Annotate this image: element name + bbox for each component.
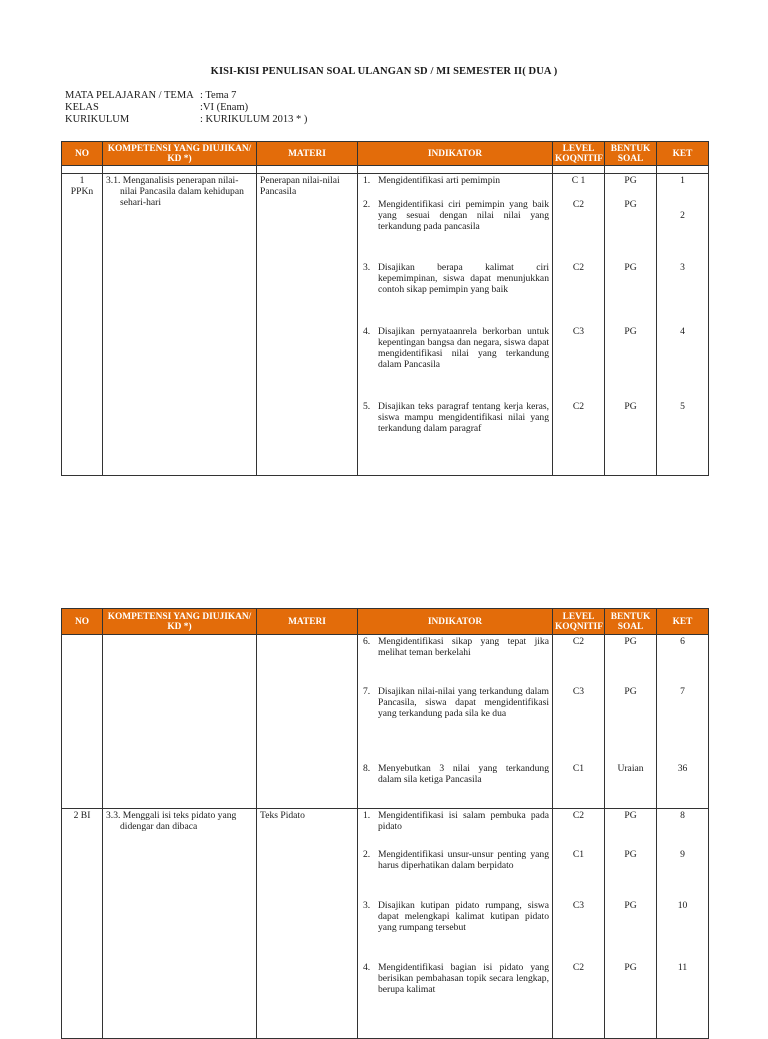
meta-value: :VI (Enam) xyxy=(200,102,249,113)
indicator-list xyxy=(361,636,549,785)
header-kompetensi: KOMPETENSI YANG DIUJIKAN/ KD *) xyxy=(103,609,257,635)
meta-value: : Tema 7 xyxy=(200,90,237,101)
indicator-item: 2. Mengidentifikasi ciri pemimpin yang baik yang sesuai dengan nilai nilai yang terkandung pada pancasila xyxy=(363,199,549,232)
indicator-item: 1. Mengidentifikasi arti pemimpin xyxy=(363,175,501,186)
indicator-item: 8. Menyebutkan 3 nilai yang terkandung dalam sila ketiga Pancasila xyxy=(363,763,549,785)
cell-bentuk: PG PG PG PG xyxy=(605,809,657,1039)
header-materi: MATERI xyxy=(257,609,358,635)
meta-kurikulum xyxy=(65,114,307,126)
cell-materi xyxy=(257,635,358,809)
kd-text: 3.3. Menggali isi teks pidato yang didengar dan dibaca xyxy=(106,810,237,832)
meta-kelas xyxy=(65,102,248,114)
table-header-row xyxy=(62,142,709,166)
indicator-item: 1. Mengidentifikasi isi salam pembuka pada pidato xyxy=(363,810,549,832)
kisi-table-2 xyxy=(61,608,709,1039)
cell-ket: 6 7 36 xyxy=(657,635,709,809)
meta-mata-pelajaran xyxy=(65,90,236,102)
table-row xyxy=(62,809,709,1039)
header-level: LEVEL KOQNITIF xyxy=(553,609,605,635)
indicator-item: 3. Disajikan berapa kalimat ciri kepemimpinan, siswa dapat menunjukkan contoh sikap pemimpin yang baik xyxy=(363,262,549,295)
cell-kompetensi xyxy=(103,809,257,1039)
cell-ket: 1 2 3 4 5 xyxy=(657,174,709,476)
indicator-list xyxy=(361,810,549,995)
kisi-table-1 xyxy=(61,141,709,476)
header-materi: MATERI xyxy=(257,142,358,166)
table-header-row xyxy=(62,609,709,635)
kd-text: 3.1. Menganalisis penerapan nilai-nilai Pancasila dalam kehidupan sehari-hari xyxy=(106,175,244,208)
header-no: NO xyxy=(62,609,103,635)
header-indikator: INDIKATOR xyxy=(358,609,553,635)
indicator-item: 3. Disajikan kutipan pidato rumpang, siswa dapat melengkapi kalimat kutipan pidato yang rumpang tersebut xyxy=(363,900,549,933)
table-row xyxy=(62,635,709,809)
indicator-item: 4. Mengidentifikasi bagian isi pidato yang berisikan pembahasan topik secara lengkap, berupa kalimat xyxy=(363,962,549,995)
indicator-item: 7. Disajikan nilai-nilai yang terkandung dalam Pancasila, siswa dapat mengidentifikasi yang terkandung pada sila ke dua xyxy=(363,686,549,719)
meta-value: : KURIKULUM 2013 * ) xyxy=(200,114,308,125)
cell-kompetensi xyxy=(103,174,257,476)
cell-level: C2 C3 C1 xyxy=(553,635,605,809)
table-row xyxy=(62,174,709,476)
cell-ket: 8 9 10 11 xyxy=(657,809,709,1039)
meta-label: KURIKULUM xyxy=(65,114,130,125)
row-number: 2 BI xyxy=(73,810,91,821)
indicator-item: 4. Disajikan pernyataanrela berkorban untuk kepentingan bangsa dan negara, siswa dapat mengidentifikasi nilai yang terkandung dalam Pancasila xyxy=(363,326,549,370)
cell-indikator xyxy=(358,809,553,1039)
row-subject: PPKn xyxy=(70,186,94,197)
header-ket: KET xyxy=(657,609,709,635)
document-title: KISI-KISI PENULISAN SOAL ULANGAN SD / MI SEMESTER II( DUA ) xyxy=(210,66,558,77)
cell-kompetensi xyxy=(103,635,257,809)
indicator-item: 6. Mengidentifikasi sikap yang tepat jika melihat teman berkelahi xyxy=(363,636,549,658)
cell-no xyxy=(62,174,103,476)
cell-bentuk: PG PG Uraian xyxy=(605,635,657,809)
header-ket: KET xyxy=(657,142,709,166)
materi-text: Penerapan nilai-nilai Pancasila xyxy=(260,175,340,197)
indicator-list xyxy=(361,175,549,434)
cell-no xyxy=(62,635,103,809)
cell-level: C 1 C2 C2 C3 C2 xyxy=(553,174,605,476)
cell-no xyxy=(62,809,103,1039)
meta-label: MATA PELAJARAN / TEMA xyxy=(65,90,194,101)
cell-level: C2 C1 C3 C2 xyxy=(553,809,605,1039)
materi-text: Teks Pidato xyxy=(260,810,305,821)
cell-materi xyxy=(257,174,358,476)
header-kompetensi: KOMPETENSI YANG DIUJIKAN/ KD *) xyxy=(103,142,257,166)
spacer-row xyxy=(62,166,709,174)
row-number: 1 xyxy=(79,175,85,186)
cell-indikator xyxy=(358,635,553,809)
indicator-item: 5. Disajikan teks paragraf tentang kerja keras, siswa mampu mengidentifikasi nilai yang terkandung dalam paragraf xyxy=(363,401,549,434)
header-no: NO xyxy=(62,142,103,166)
header-level: LEVEL KOQNITIF xyxy=(553,142,605,166)
cell-materi xyxy=(257,809,358,1039)
indicator-item: 2. Mengidentifikasi unsur-unsur penting yang harus diperhatikan dalam berpidato xyxy=(363,849,549,871)
cell-bentuk: PG PG PG PG PG xyxy=(605,174,657,476)
meta-label: KELAS xyxy=(65,102,99,113)
header-bentuk: BENTUK SOAL xyxy=(605,609,657,635)
header-bentuk: BENTUK SOAL xyxy=(605,142,657,166)
header-indikator: INDIKATOR xyxy=(358,142,553,166)
cell-indikator xyxy=(358,174,553,476)
